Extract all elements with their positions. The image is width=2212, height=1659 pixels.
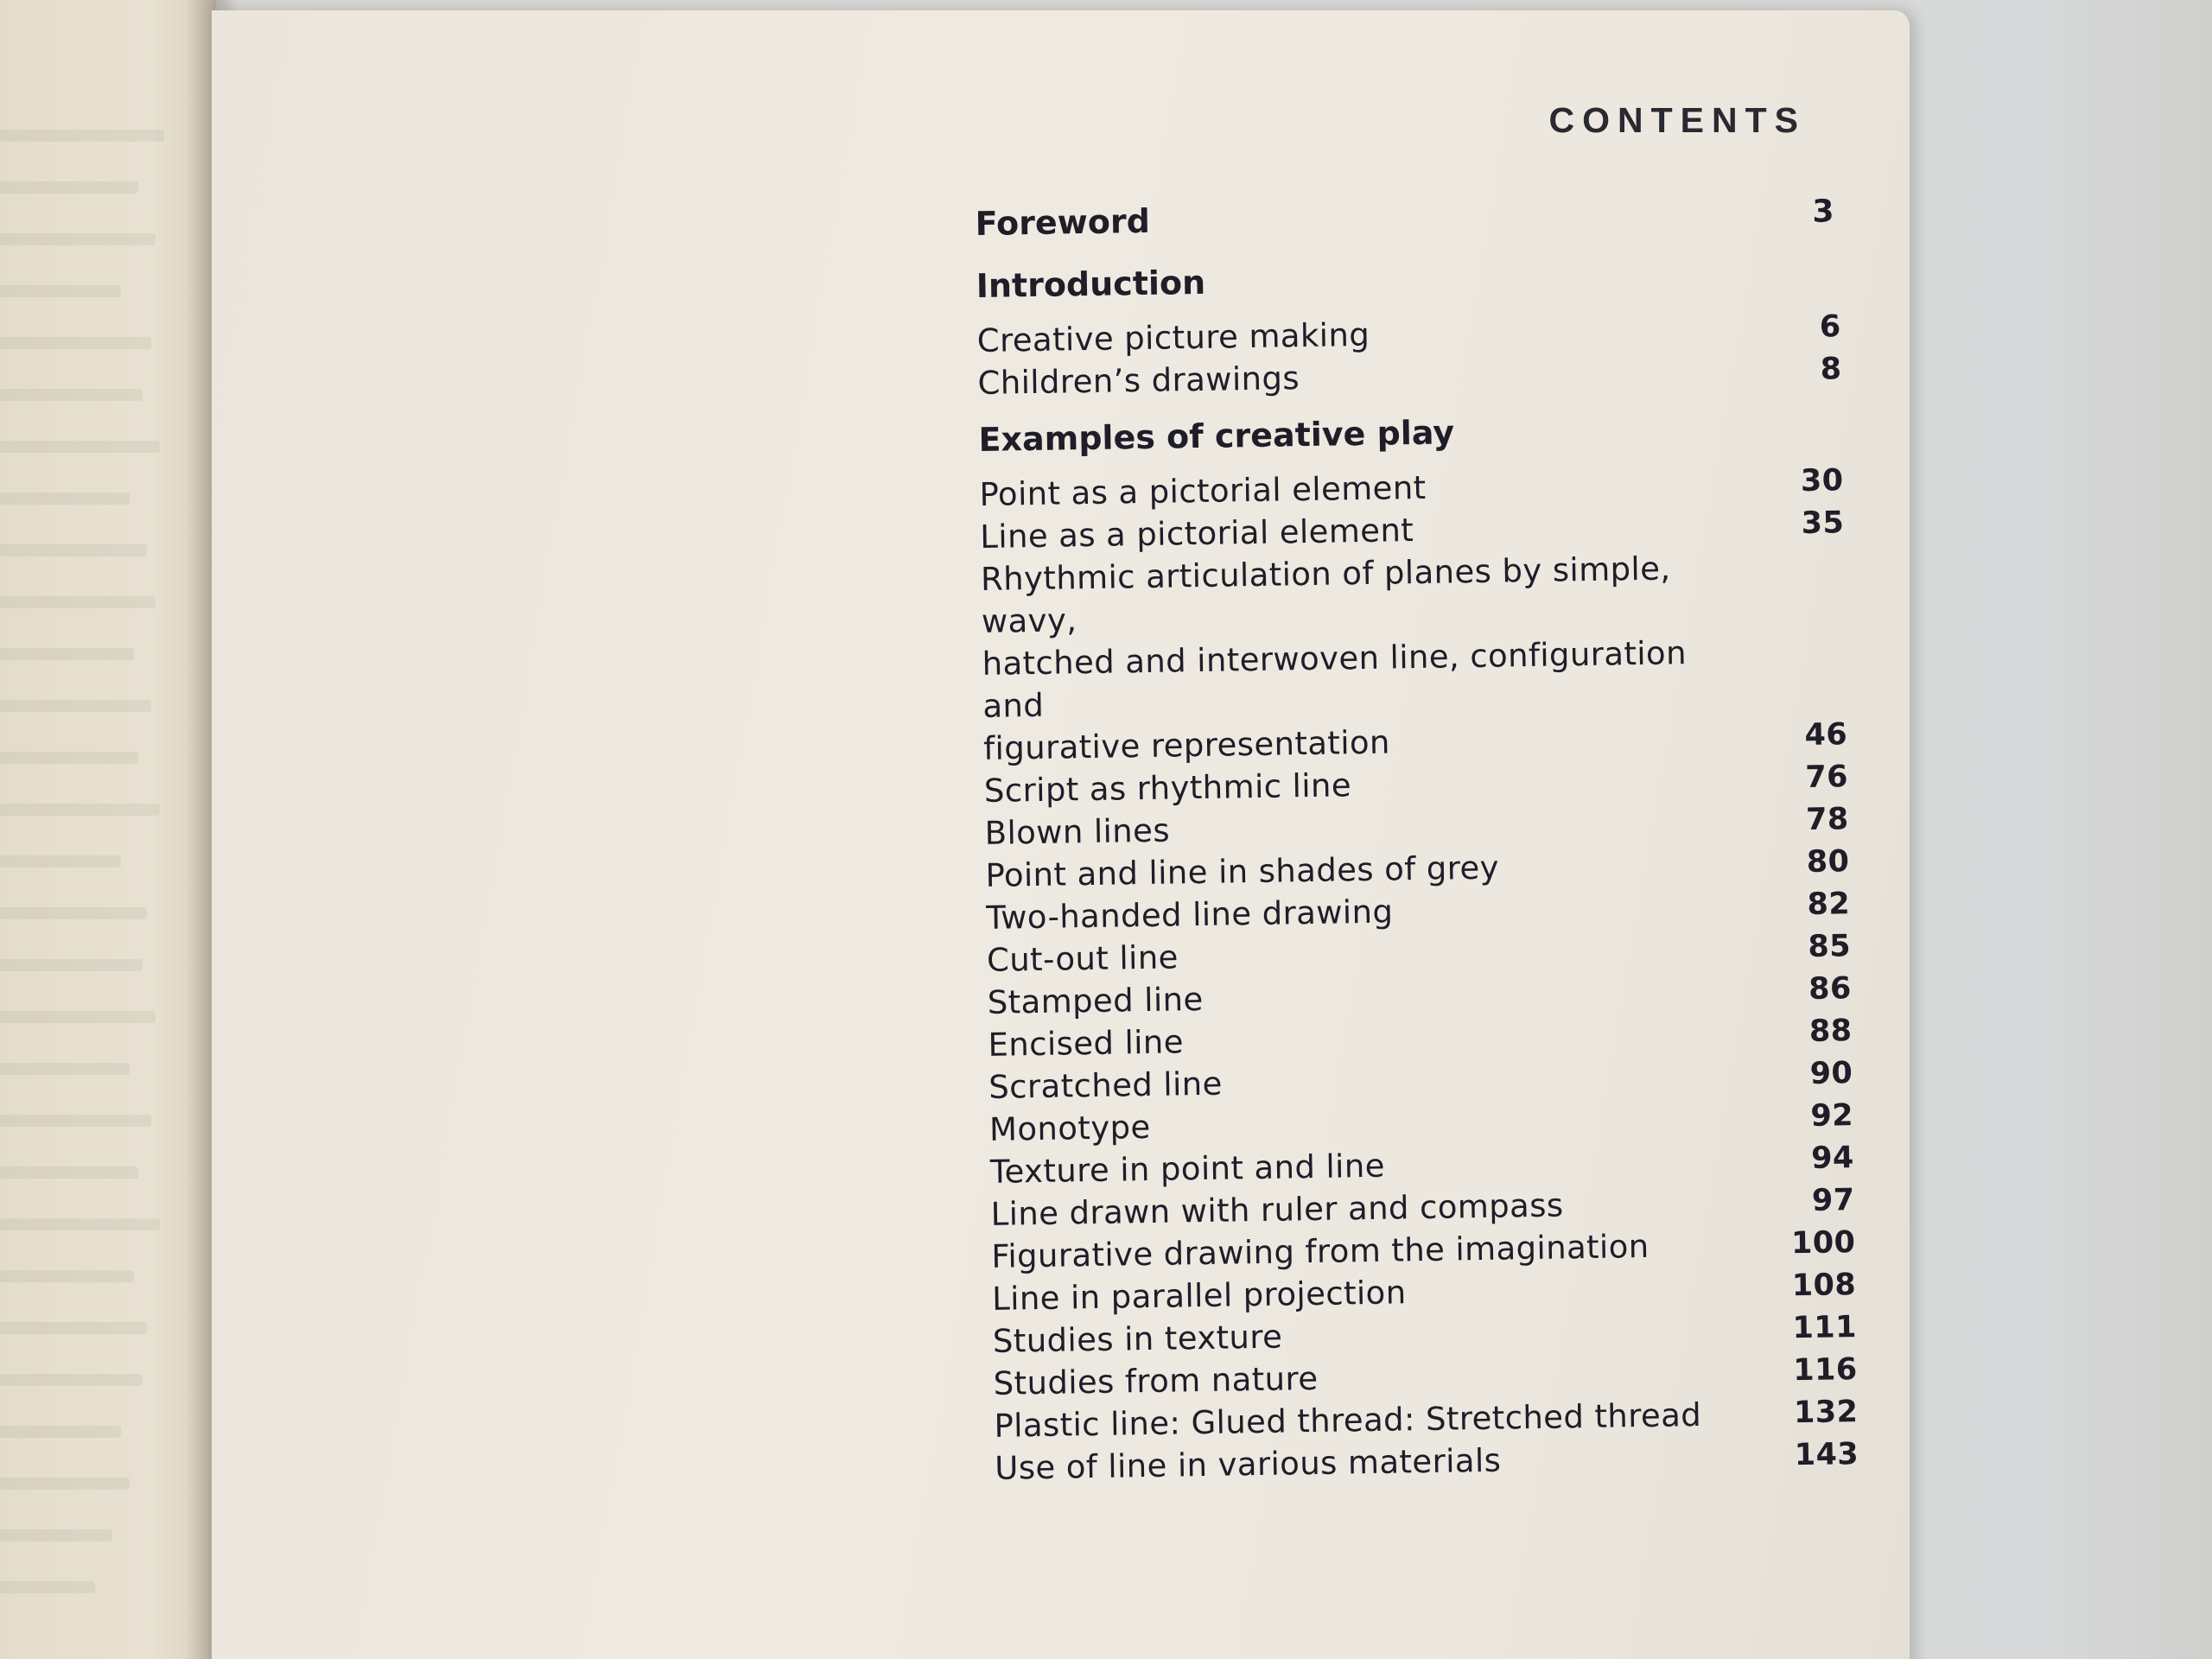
entry-title: Texture in point and line (989, 1147, 1386, 1191)
toc-section-foreword (975, 185, 1840, 251)
entry-title: Monotype (988, 1108, 1151, 1148)
page-number: 46 (1804, 717, 1848, 753)
entry-title: Blown lines (984, 811, 1171, 852)
entry-title: Line drawn with ruler and compass (990, 1186, 1564, 1233)
page-number: 92 (1810, 1098, 1854, 1134)
entry-title: Cut-out line (986, 938, 1179, 979)
entry-title: Children’s drawings (977, 359, 1300, 402)
page-number: 94 (1810, 1141, 1855, 1176)
page-number: 8 (1820, 352, 1842, 387)
entry-title: Line as a pictorial element (980, 512, 1414, 556)
entry-title: Line in parallel projection (991, 1274, 1407, 1318)
entry-title: Script as rhythmic line (983, 766, 1352, 810)
page-title: CONTENTS (1548, 100, 1806, 140)
toc-entry (981, 544, 1848, 770)
page-number: 82 (1807, 887, 1851, 922)
entry-title: Rhythmic articulation of planes by simple, wavy, hatched and interwoven line, configuration and figurative representation (980, 550, 1688, 767)
page-number: 111 (1792, 1310, 1858, 1346)
page-number: 85 (1808, 929, 1852, 964)
entry-title: Point as a pictorial element (979, 468, 1427, 513)
page-number: 132 (1793, 1395, 1859, 1431)
entry-title: Studies in texture (992, 1318, 1283, 1360)
entry-title: Point and line in shades of grey (985, 849, 1500, 894)
entry-title: Figurative drawing from the imagination (991, 1227, 1649, 1275)
entry-title: Two-handed line drawing (985, 893, 1394, 937)
table-of-contents (975, 175, 1859, 1493)
toc-section-introduction (976, 247, 1840, 311)
entry-title: Use of line in various materials (994, 1441, 1502, 1487)
page-number: 86 (1808, 971, 1852, 1007)
examples-list (979, 460, 1859, 1490)
page-number: 143 (1794, 1437, 1859, 1473)
entry-title: Encised line (988, 1023, 1185, 1064)
entry-title: Plastic line: Glued thread: Stretched thread (994, 1395, 1702, 1445)
page-number: 100 (1790, 1225, 1856, 1262)
page-number: 116 (1793, 1352, 1858, 1389)
page-number: 3 (1812, 194, 1834, 230)
left-facing-page (0, 0, 216, 1659)
page-number: 88 (1808, 1014, 1853, 1049)
introduction-list (976, 306, 1841, 404)
page-number: 76 (1805, 760, 1849, 795)
entry-title: Creative picture making (976, 315, 1370, 359)
entry-title: Studies from nature (993, 1359, 1319, 1402)
section-title: Foreword (975, 201, 1151, 243)
background-beyond-page (1905, 0, 2212, 1659)
page-number: 97 (1811, 1183, 1855, 1218)
page-number: 108 (1791, 1268, 1857, 1304)
toc-section-examples (978, 401, 1843, 465)
page-number: 6 (1819, 309, 1841, 345)
entry-title: Stamped line (987, 980, 1204, 1021)
page-number: 80 (1806, 844, 1850, 880)
page-number: 35 (1801, 505, 1845, 542)
page-number: 78 (1805, 802, 1849, 837)
section-title: Introduction (976, 263, 1206, 305)
entry-title: Scratched line (988, 1065, 1224, 1106)
page-number: 30 (1800, 463, 1844, 499)
section-title: Examples of creative play (978, 413, 1455, 459)
page-number: 90 (1809, 1056, 1853, 1091)
